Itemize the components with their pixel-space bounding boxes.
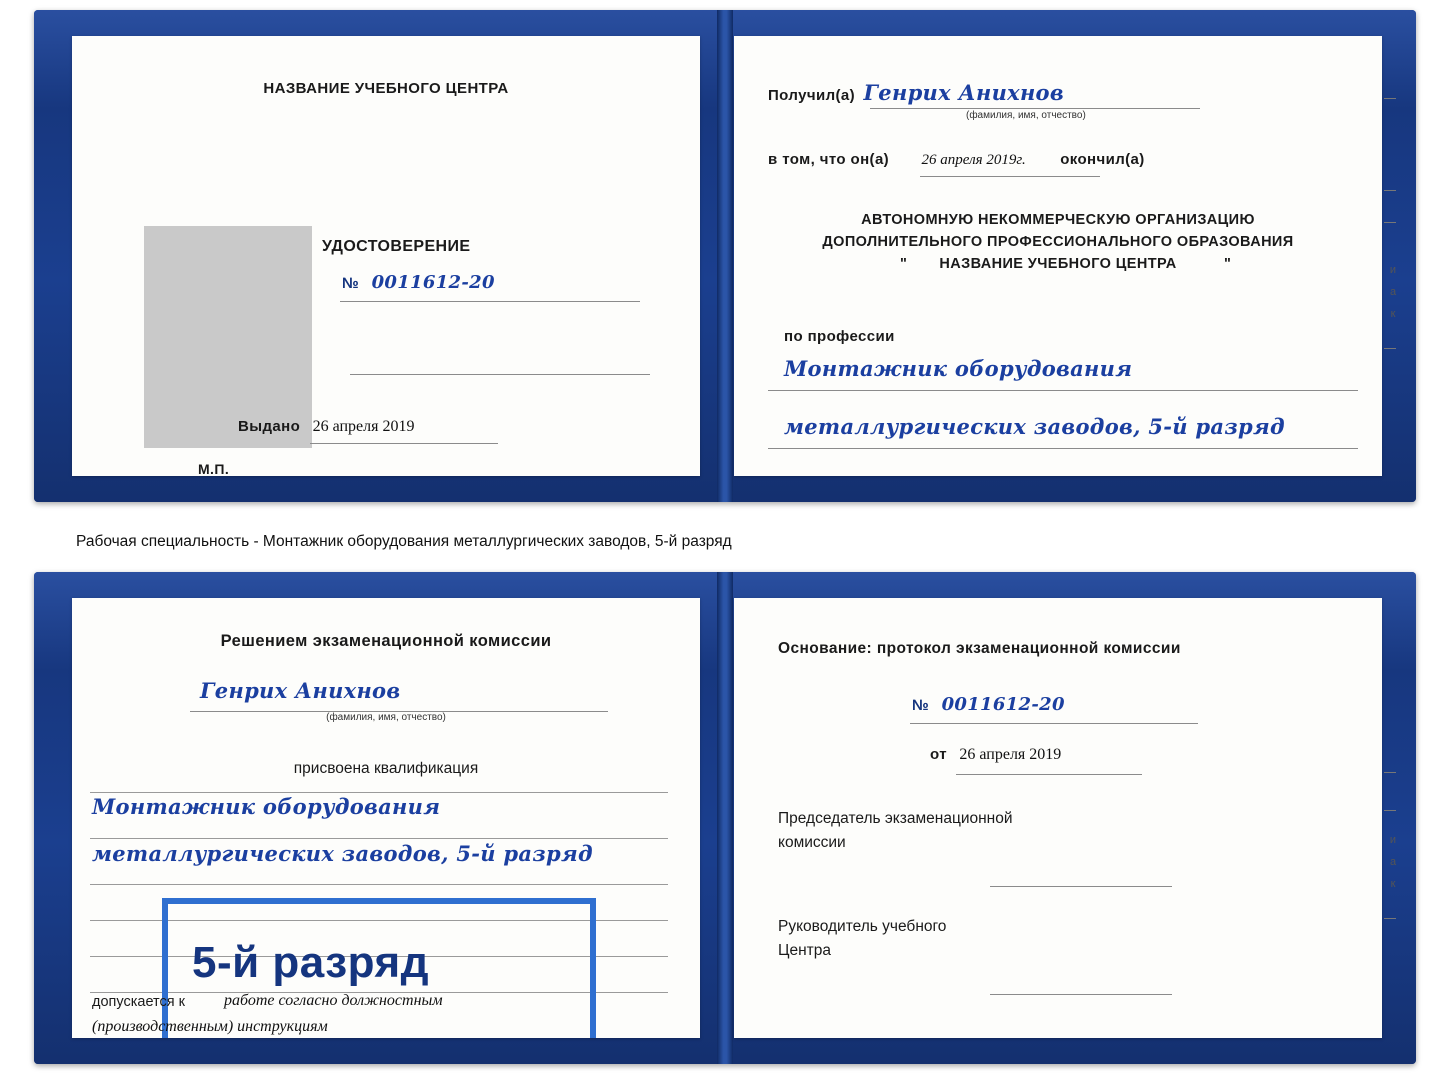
edge-dash	[1384, 222, 1396, 223]
basis-label: Основание: протокол экзаменационной комиссии	[778, 640, 1181, 657]
admitted-label: допускается к	[92, 994, 185, 1010]
qualification-line-1: Монтажник оборудования	[92, 794, 441, 819]
profession-line-1: Монтажник оборудования	[784, 356, 1133, 381]
page-left-bottom	[72, 598, 700, 1038]
protocol-date-row	[930, 746, 1061, 764]
finished-date: 26 апреля 2019г.	[921, 152, 1026, 168]
edge-char-1: и	[1389, 834, 1397, 846]
admitted-line-2: (производственным) инструкциям	[92, 1018, 328, 1035]
edge-dash	[1384, 918, 1396, 919]
certificate-booklet-bottom	[34, 572, 1416, 1064]
name-hint-top: (фамилия, имя, отчество)	[966, 110, 1086, 121]
edge-char-2: а	[1389, 286, 1397, 298]
image-caption: Рабочая специальность - Монтажник оборудования металлургических заводов, 5-й разряд	[76, 533, 732, 550]
chairman-label-line-1: Председатель экзаменационной	[778, 810, 1013, 827]
graduate-name: Генрих Анихнов	[200, 678, 401, 703]
chairman-label-line-2: комиссии	[778, 834, 846, 851]
head-signature-line	[990, 994, 1172, 995]
page-left-top	[72, 36, 700, 476]
name-hint-bottom: (фамилия, имя, отчество)	[326, 712, 446, 723]
org-name: НАЗВАНИЕ УЧЕБНОГО ЦЕНТРА	[939, 256, 1177, 272]
edge-dash	[1384, 810, 1396, 811]
org-quote-close: "	[1224, 256, 1232, 272]
protocol-number-row	[912, 694, 1065, 715]
highlight-label: 5-й разряд	[192, 938, 430, 987]
edge-dash	[1384, 772, 1396, 773]
profession-label: по профессии	[784, 328, 895, 345]
received-underline	[870, 108, 1200, 109]
protocol-date-underline	[956, 774, 1142, 775]
issued-underline	[310, 443, 498, 444]
certificate-number: 0011612-20	[371, 272, 495, 293]
blank-line-left	[350, 374, 650, 375]
protocol-number: 0011612-20	[941, 694, 1065, 715]
ruled-line	[90, 884, 668, 885]
qualification-label: присвоена квалификация	[293, 760, 479, 777]
issued-date: 26 апреля 2019	[312, 418, 415, 435]
qualification-line-2: металлургических заводов, 5-й разряд	[92, 841, 593, 866]
edge-dash	[1384, 190, 1396, 191]
received-label: Получил(а)	[768, 87, 856, 104]
profession-underline-1	[768, 390, 1358, 391]
finished-date-underline	[920, 176, 1100, 177]
finished-label: окончил(а)	[1060, 151, 1145, 168]
booklet-spine-bottom	[717, 572, 733, 1064]
edge-char-3: к	[1390, 878, 1396, 890]
profession-line-2: металлургических заводов, 5-й разряд	[784, 414, 1285, 439]
org-line-1: АВТОНОМНУЮ НЕКОММЕРЧЕСКУЮ ОРГАНИЗАЦИЮ	[861, 212, 1255, 228]
chairman-signature-line	[990, 886, 1172, 887]
date-prefix: от	[930, 746, 947, 763]
photo-placeholder	[144, 226, 312, 448]
edge-char-2: а	[1389, 856, 1397, 868]
certificate-number-row	[342, 272, 632, 293]
that-he-row	[768, 151, 1145, 169]
center-name-heading: НАЗВАНИЕ УЧЕБНОГО ЦЕНТРА	[263, 80, 509, 97]
number-symbol: №	[342, 275, 360, 292]
profession-underline-2	[768, 448, 1358, 449]
head-label-line-1: Руководитель учебного	[778, 918, 947, 935]
admitted-line-1: работе согласно должностным	[224, 992, 443, 1009]
head-label-line-2: Центра	[778, 942, 831, 959]
protocol-number-symbol: №	[912, 697, 930, 714]
org-line-2: ДОПОЛНИТЕЛЬНОГО ПРОФЕССИОНАЛЬНОГО ОБРАЗОВАНИЯ	[822, 234, 1294, 250]
that-he-label: в том, что он(а)	[768, 151, 890, 168]
stamp-label: М.П.	[198, 461, 230, 476]
protocol-number-underline	[910, 723, 1198, 724]
certificate-booklet-top	[34, 10, 1416, 502]
edge-dash	[1384, 98, 1396, 99]
page-right-top	[734, 36, 1382, 476]
received-row	[768, 80, 1064, 105]
commission-heading: Решением экзаменационной комиссии	[220, 632, 552, 650]
org-quote-open: "	[900, 256, 908, 272]
edge-char-3: к	[1390, 308, 1396, 320]
ruled-line	[90, 792, 668, 793]
document-title: УДОСТОВЕРЕНИЕ	[322, 238, 471, 255]
edge-dash	[1384, 348, 1396, 349]
received-name: Генрих Анихнов	[863, 80, 1064, 105]
booklet-spine-top	[717, 10, 733, 502]
edge-char-1: и	[1389, 264, 1397, 276]
ruled-line	[90, 838, 668, 839]
number-underline	[340, 301, 640, 302]
protocol-date: 26 апреля 2019	[959, 746, 1062, 763]
issued-label: Выдано	[238, 418, 301, 435]
issued-row	[238, 418, 415, 436]
page-right-bottom	[734, 598, 1382, 1038]
